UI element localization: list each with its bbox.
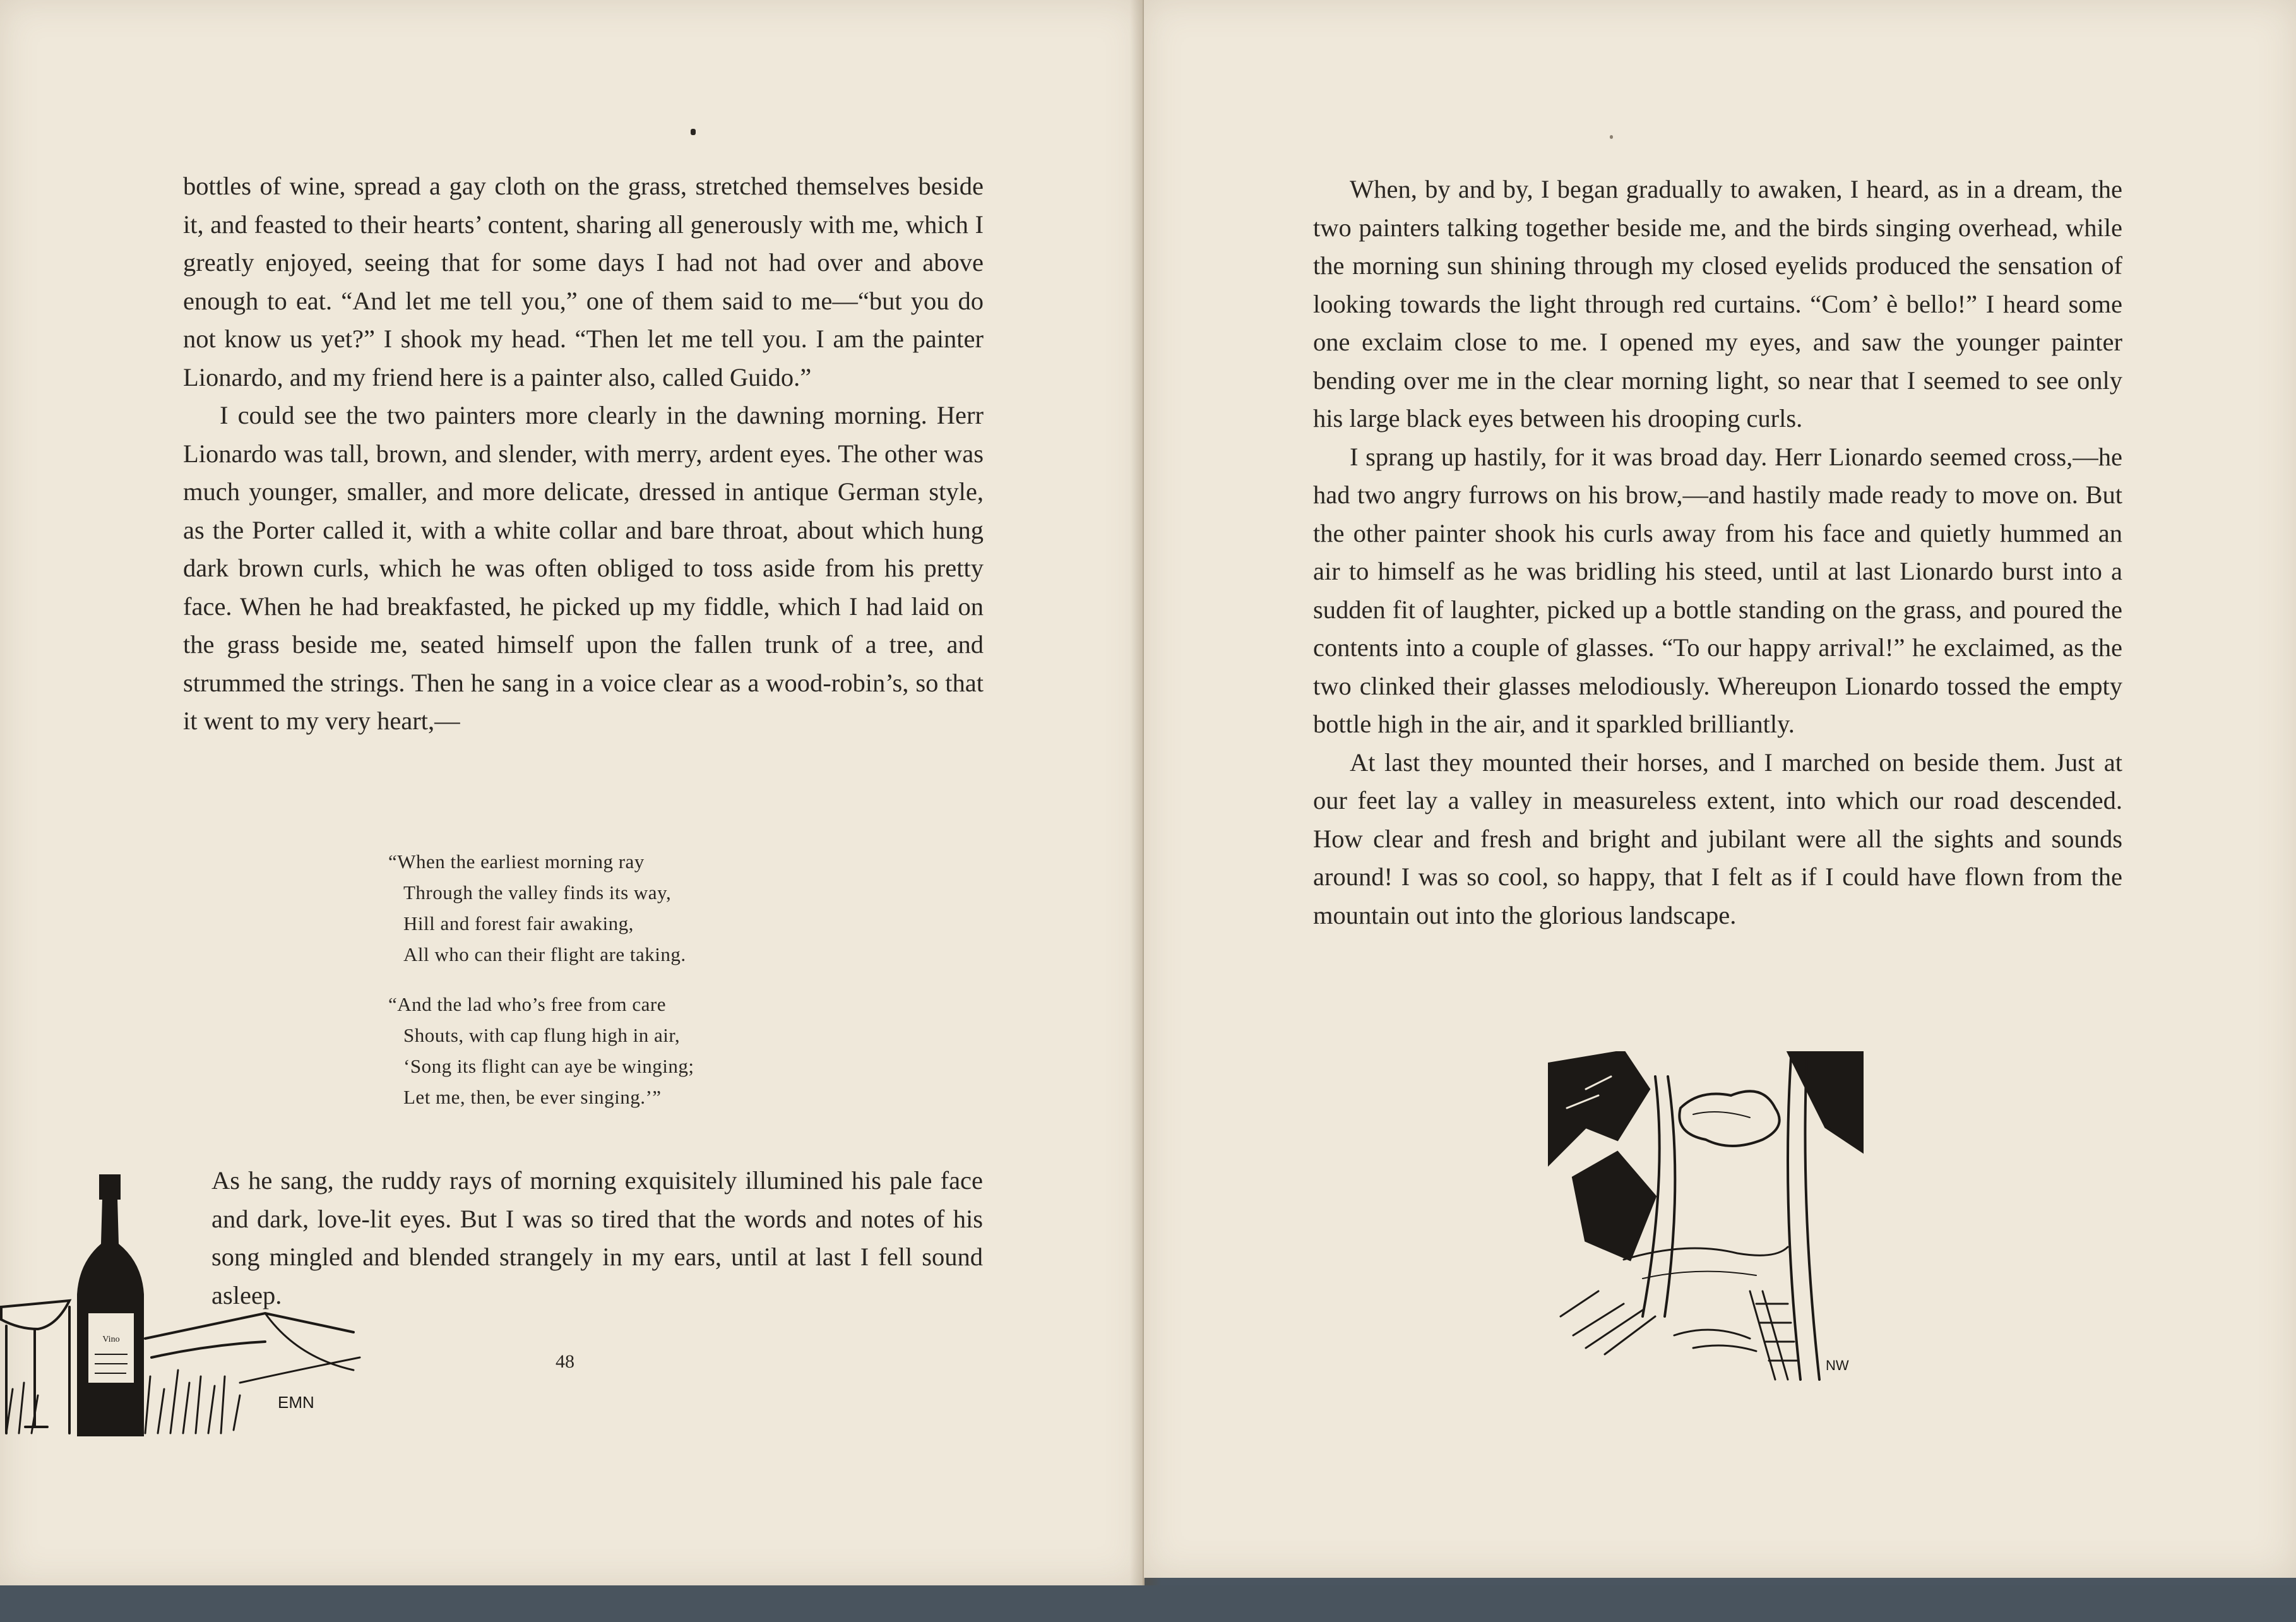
forest-illustration xyxy=(1548,1051,1864,1386)
song-verse xyxy=(388,846,694,1131)
verse-line: Through the valley finds its way, xyxy=(403,881,672,903)
verse-line: “When the earliest morning ray xyxy=(388,850,645,873)
paragraph: At last they mounted their horses, and I marched on beside them. Just at our feet lay a valley in measureless extent, into which our road descended. How clear and fresh and bright and jubilant were all the sights and sounds around! I was so cool, so happy, that I felt as if I could have flown from the mountain out into the glorious landscape. xyxy=(1313,748,2122,929)
wine-bottle-illustration xyxy=(0,1168,379,1458)
illustrator-signature: EMN xyxy=(278,1393,314,1412)
verse-line: Shouts, with cap flung high in air, xyxy=(403,1024,681,1046)
scan-background xyxy=(0,1585,2296,1622)
paragraph: bottles of wine, spread a gay cloth on the grass, stretched themselves beside it, and feasted to their hearts’ content, sharing all generously with me, which I greatly enjoyed, seeing that for some days I had not had over and above enough to eat. “And let me tell you,” one of them said to me—“but you do not know us yet?” I shook my head. “Then let me tell you. I am the painter Lionardo, and my friend here is a painter also, called Guido.” xyxy=(183,172,984,391)
verse-line: Let me, then, be ever singing.’” xyxy=(403,1086,662,1108)
illustrator-signature: NW xyxy=(1826,1357,1849,1373)
left-page xyxy=(0,0,1145,1585)
verse-line: ‘Song its flight can aye be winging; xyxy=(403,1055,694,1077)
bottle-icon xyxy=(77,1174,144,1436)
paragraph: As he sang, the ruddy rays of morning exquisitely illumined his pale face and dark, love-lit eyes. But I was so tired that the words and notes of his song mingled and blended strangely in my ears, until at last I fell sound asleep. xyxy=(211,1166,983,1309)
paragraph: I could see the two painters more clearly in the dawning morning. Herr Lionardo was tall, brown, and slender, with merry, ardent eyes. The other was much younger, smaller, and more delicate, dressed in antique German style, as the Porter called it, with a white collar and bare throat, about which hung dark brown curls, which he was often obliged to toss aside from his pretty face. When he had breakfasted, he picked up my fiddle, which I had laid on the grass beside me, seated himself upon the fallen trunk of a tree, and strummed the strings. Then he sang in a voice clear as a wood-robin’s, so that it went to my very heart,— xyxy=(183,401,984,735)
verse-line: “And the lad who’s free from care xyxy=(388,993,666,1015)
paragraph: When, by and by, I began gradually to awaken, I heard, as in a dream, the two painters talking together beside me, and the birds singing overhead, while the morning sun shining through my closed eyelids produced the sensation of looking towards the light through red curtains. “Com’ è bello!” I heard some one exclaim close to me. I opened my eyes, and saw the younger painter bending over me in the clear morning light, so near that I seemed to see only his large black eyes between his drooping curls. xyxy=(1313,175,2122,432)
right-page xyxy=(1144,0,2296,1578)
left-page-text xyxy=(183,167,984,741)
verse-line: Hill and forest fair awaking, xyxy=(403,912,634,934)
page-number: 48 xyxy=(556,1351,574,1372)
printer-mark xyxy=(1610,135,1613,139)
right-page-text xyxy=(1313,170,2122,934)
verse-stanza xyxy=(388,846,694,970)
bottle-label: Vino xyxy=(102,1335,120,1344)
verse-line: All who can their flight are taking. xyxy=(403,943,686,965)
verse-stanza xyxy=(388,989,694,1112)
printer-mark xyxy=(691,129,696,135)
paragraph: I sprang up hastily, for it was broad day. Herr Lionardo seemed cross,—he had two angry furrows on his brow,—and hastily made ready to move on. But the other painter shook his curls away from his face and quietly hummed an air to himself as he was bridling his steed, until at last Lionardo burst into a sudden fit of laughter, picked up a bottle standing on the grass, and poured the contents into a couple of glasses. “To our happy arrival!” he exclaimed, as the two clinked their glasses melodiously. Whereupon Lionardo tossed the empty bottle high in the air, and it sparkled brilliantly. xyxy=(1313,442,2122,738)
